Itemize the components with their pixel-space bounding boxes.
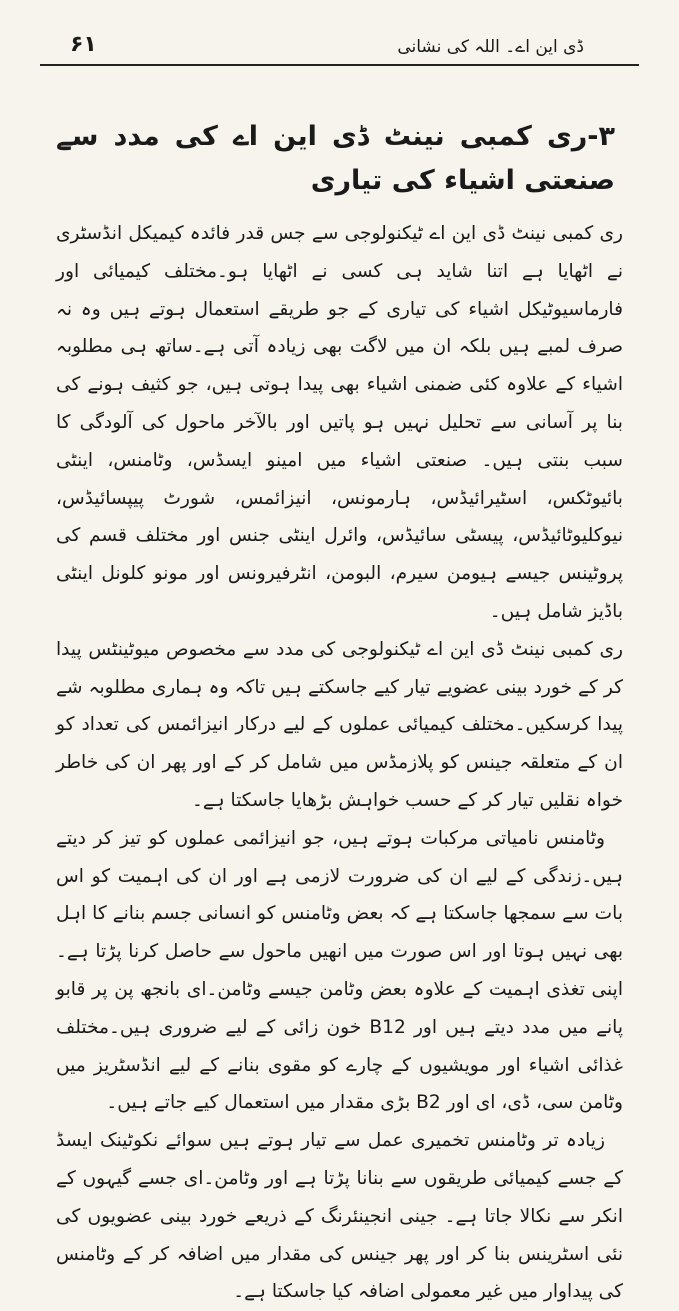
paragraph: زیادہ تر وٹامنس تخمیری عمل سے تیار ہوتے ہیں سوائے نکوٹینک ایسڈ کے جسے کیمیائی طریقوں سے بنانا پڑتا ہے اور وٹامن۔ای جسے گیہوں کے انکر سے نکالا جاتا ہے۔ جینی انجینئرنگ کے ذریعے خورد بینی عضویوں کی نئی اسٹرینس بنا کر اور پھر جینس کی مقدار میں اضافہ کر کے وٹامنس کی پیداوار میں غیر معمولی اضافہ کیا جاسکتا ہے۔: [56, 1130, 623, 1303]
paragraph: وٹامنس نامیاتی مرکبات ہوتے ہیں، جو انیزائمی عملوں کو تیز کر دیتے ہیں۔زندگی کے لیے ان کی ضرورت لازمی ہے اور ان کی اہمیت کو اس بات سے سمجھا جاسکتا ہے کہ بعض وٹامنس کو انسانی جسم بنانے کا اہل بھی نہیں ہوتا اور اس صورت میں انھیں ماحول سے حاصل کرنا پڑتا ہے۔ اپنی تغذی اہمیت کے علاوہ بعض وٹامن جیسے وٹامن۔ای بانجھ پن پر قابو پانے میں مدد دیتے ہیں اور B12 خون زائی کے لیے ضروری ہیں۔مختلف غذائی اشیاء اور مویشیوں کے چارے کو مقوی بنانے کے لیے انڈسٹریز میں وٹامن سی، ڈی، ای اور B2 بڑی مقدار میں استعمال کیے جاتے ہیں۔: [56, 827, 623, 1114]
page-header: [40, 8, 639, 66]
paragraph: ری کمبی نینٹ ڈی این اے ٹیکنولوجی کی مدد سے مخصوص میوٹینٹس پیدا کر کے خورد بینی عضویے تیار کیے جاسکتے ہیں تاکہ وہ ہماری مطلوبہ شے پیدا کرسکیں۔مختلف کیمیائی عملوں کے لیے درکار انیزائمس کی تعداد کو ان کے متعلقہ جینس کو پلازمڈس میں شامل کر کے اور پھر ان کی خاطر خواہ نقلیں تیار کر کے حسب خواہش بڑھایا جاسکتا ہے۔: [56, 638, 623, 811]
section-heading: ۳-ری کمبی نینٹ ڈی این اے کی مدد سے صنعتی اشیاء کی تیاری: [56, 121, 615, 196]
page-content: [56, 115, 623, 1311]
page-number: ۶۱: [70, 32, 97, 57]
paragraph: ری کمبی نینٹ ڈی این اے ٹیکنولوجی سے جس قدر فائدہ کیمیکل انڈسٹری نے اٹھایا ہے اتنا شاید ہی کسی نے اٹھایا ہو۔مختلف کیمیائی اور فارماسیوٹیکل اشیاء کی تیاری کے جو طریقے استعمال ہوتے ہیں وہ نہ صرف لمبے ہیں بلکہ ان میں لاگت بھی زیادہ آتی ہے۔ساتھ ہی مطلوبہ اشیاء کے علاوہ کئی ضمنی اشیاء بھی پیدا ہوتی ہیں، جو کثیف ہونے کی بنا پر آسانی سے تحلیل نہیں ہو پاتیں اور بالآخر ماحول کی آلودگی کا سبب بنتی ہیں۔ صنعتی اشیاء میں امینو ایسڈس، وٹامنس، اینٹی بائیوٹکس، اسٹیرائیڈس، ہارمونس، انیزائمس، شورٹ پیپسائیڈس، نیوکلیوٹائیڈس، پیسٹی سائیڈس، وائرل اینٹی جنس اور مختلف قسم کی پروٹینس جیسے ہیومن سیرم، البومن، انٹرفیرونس اور مونو کلونل اینٹی باڈیز شامل ہیں۔: [56, 223, 623, 622]
running-head: ڈی این اے۔ اللہ کی نشانی: [397, 37, 584, 57]
